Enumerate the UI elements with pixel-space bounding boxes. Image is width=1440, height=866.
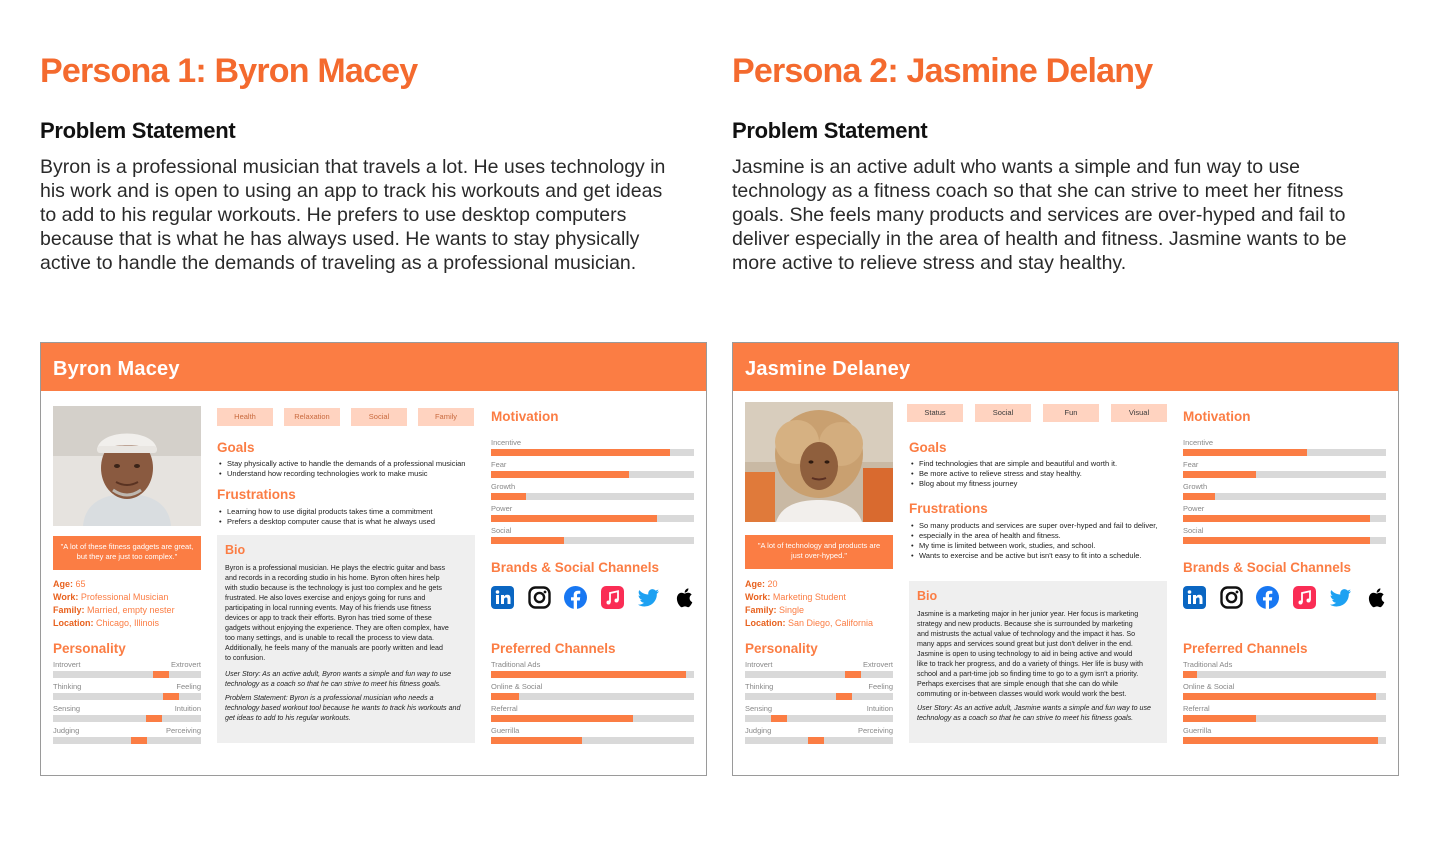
channel-label: Traditional Ads [491,660,541,669]
channel-label: Guerrilla [491,726,520,735]
tag-status: Status [907,404,963,422]
personality-left-label: Judging [53,726,80,735]
channel-fill [491,737,582,744]
personality-marker [153,671,169,678]
facebook-icon [564,586,587,609]
persona-2-title: Persona 2: Jasmine Delany [732,52,1153,90]
personality-left-label: Sensing [745,704,773,713]
channel-fill [491,671,686,678]
apple-icon [674,586,697,609]
bio-text: Byron is a professional musician. He plays the electric guitar and bass and records in a recording studio in his home. Byron often hires help with studio because is the technology is just too complex and he gets frustrated. He also loves exercise and enjoys going for runs and participating in local running events. May of his friends use fitness devices or app to track their efforts. Byron has tried some of these gadgets without enjoying the experience. They are often complex, have too many settings, and is unable to recall the process to view data. Additionally, he feels many of the manuals are poorly written and lead to confusion. [225,564,449,662]
channel-fill [1183,737,1378,744]
motivation-fill [1183,515,1370,522]
tag-social: Social [975,404,1031,422]
apple-music-icon [1293,586,1316,609]
persona-card-byron [40,342,707,776]
instagram-icon [528,586,551,609]
frustration-item: • My time is limited between work, studies, and school. [909,541,1157,551]
personality-right-label: Extrovert [170,660,201,669]
channel-track [1183,693,1386,700]
frustrations-title: Frustrations [909,501,988,516]
demographics: Age: 20 Work: Marketing Student Family: Single Location: San Diego, California [745,579,874,628]
frustration-item: • So many products and services are super over-hyped and fail to deliver, [909,521,1157,531]
user-story: User Story: As an active adult, Jasmine wants a simple and fun way to use technology as a coach so that he can strive to meet his fitness goals. [917,704,1151,722]
frustrations-list [909,521,1157,561]
frustrations-list [217,507,435,527]
persona-1-problem-text: Byron is a professional musician that travels a lot. He uses technology in his work and is open to using an app to track his workouts and get ideas to add to his regular workouts. He prefers to use desktop computers because that is what he has always used. He wants to stay physically active to handle the demands of traveling as a professional musician. [40,156,666,274]
motivation-label: Power [491,504,513,513]
personality-left-label: Introvert [53,660,81,669]
user-story: User Story: As an active adult, Byron wants a simple and fun way to use technology as a coach so that he can strive to meet his fitness goals. [225,670,452,688]
personality-track [53,715,201,722]
persona-1-problem-heading: Problem Statement [40,118,236,143]
twitter-icon [637,586,660,609]
personality-marker [163,693,179,700]
personality-left-label: Sensing [53,704,81,713]
personality-track [745,737,893,744]
personality-track [745,715,893,722]
motivation-fill [491,537,564,544]
motivation-label: Incentive [1183,438,1214,447]
bio-title: Bio [225,543,246,557]
persona-quote: "A lot of technology and products are just over-hyped." [745,535,893,569]
channel-fill [1183,715,1256,722]
frustration-item: • Learning how to use digital products takes time a commitment [217,507,435,517]
motivation-fill [491,493,526,500]
personality-title: Personality [53,641,126,656]
personality-track [745,693,893,700]
bio-panel [217,535,475,743]
persona-2-problem-text: Jasmine is an active adult who wants a simple and fun way to use technology as a fitness coach so that she can strive to meet her fitness goals. She feels many products and services are over-hyped and fail to deliver especially in the area of health and fitness. Jasmine wants to be more active to relieve stress and stay healthy. [732,156,1347,274]
personality-right-label: Perceiving [165,726,201,735]
motivation-label: Power [1183,504,1205,513]
channel-label: Online & Social [1183,682,1235,691]
goals-title: Goals [217,440,255,455]
motivation-fill [1183,449,1307,456]
motivation-label: Fear [1183,460,1199,469]
frustrations-title: Frustrations [217,487,296,502]
bio-title: Bio [917,589,938,603]
personality-title: Personality [745,641,818,656]
personality-right-label: Feeling [176,682,201,691]
facebook-icon [1256,586,1279,609]
bio-text: Jasmine is a marketing major in her junior year. Her focus is marketing strategy and new products. Because she is surrounded by marketing and mistrusts the actual value of technology and the impact it has. So many apps and services sound great but just don't deliver in the end. Jasmine is open to using technology to aid in being active and would like to track her progress, and do a variety of things. Her life is busy with school and a part-time job so finding time to go to a gym isn't a priority. Perhaps exercises that are simple enough that she can do while commuting or in-between classes would work would work the best. [917,610,1143,698]
motivation-track [491,471,694,478]
goals-title: Goals [909,440,947,455]
linkedin-icon [491,586,514,609]
personality-left-label: Introvert [745,660,773,669]
linkedin-icon [1183,586,1206,609]
personality-right-label: Extrovert [862,660,893,669]
personality-left-label: Thinking [745,682,774,691]
motivation-fill [1183,537,1370,544]
personality-track [745,671,893,678]
goals-list [909,459,1117,489]
goal-item: • Be more active to relieve stress and stay healthy. [909,469,1117,479]
motivation-title: Motivation [1183,409,1251,424]
channels-title: Preferred Channels [1183,641,1308,656]
motivation-label: Growth [1183,482,1208,491]
channel-label: Online & Social [491,682,543,691]
twitter-icon [1329,586,1352,609]
personality-marker [146,715,162,722]
motivation-track [1183,515,1386,522]
personality-marker [836,693,852,700]
personality-right-label: Intuition [866,704,893,713]
personality-marker [808,737,824,744]
apple-icon [1366,586,1389,609]
avatar-photo [53,406,201,526]
brands-title: Brands & Social Channels [491,560,660,575]
goal-item: • Blog about my fitness journey [909,479,1117,489]
channel-track [491,715,694,722]
channel-label: Referral [1183,704,1210,713]
tag-family: Family [418,408,474,426]
motivation-label: Incentive [491,438,522,447]
channel-fill [1183,693,1376,700]
channel-track [1183,671,1386,678]
personality-track [53,693,201,700]
personality-marker [845,671,861,678]
tag-visual: Visual [1111,404,1167,422]
goal-item: • Understand how recording technologies work to make music [217,469,465,479]
motivation-track [491,493,694,500]
personality-track [53,671,201,678]
motivation-fill [1183,493,1215,500]
motivation-fill [491,449,670,456]
persona-quote: "A lot of these fitness gadgets are great, but they are just too complex." [53,536,201,570]
bio-panel [909,581,1167,743]
card-name: Jasmine Delaney [733,343,1398,391]
motivation-track [1183,449,1386,456]
channel-label: Traditional Ads [1183,660,1233,669]
tag-fun: Fun [1043,404,1099,422]
personality-right-label: Feeling [868,682,893,691]
frustration-item: • Wants to exercise and be active but isn't easy to fit into a schedule. [909,551,1157,561]
channel-label: Referral [491,704,518,713]
channel-track [491,671,694,678]
personality-right-label: Intuition [174,704,201,713]
motivation-label: Social [1183,526,1204,535]
motivation-fill [491,471,629,478]
motivation-title: Motivation [491,409,559,424]
frustration-item: • especially in the area of health and fitness. [909,531,1157,541]
goal-item: • Stay physically active to handle the demands of a professional musician [217,459,465,469]
channel-track [491,693,694,700]
motivation-fill [491,515,657,522]
personality-right-label: Perceiving [857,726,893,735]
personality-track [53,737,201,744]
instagram-icon [1220,586,1243,609]
demographics: Age: 65 Work: Professional Musician Family: Married, empty nester Location: Chicago, Illinois [53,579,175,628]
motivation-track [491,537,694,544]
tag-health: Health [217,408,273,426]
channel-track [1183,715,1386,722]
motivation-track [1183,471,1386,478]
channel-track [491,737,694,744]
persona-2-problem-heading: Problem Statement [732,118,928,143]
personality-marker [131,737,147,744]
persona-1-title: Persona 1: Byron Macey [40,52,418,90]
personality-left-label: Judging [745,726,772,735]
channel-track [1183,737,1386,744]
motivation-fill [1183,471,1256,478]
apple-music-icon [601,586,624,609]
motivation-track [491,449,694,456]
personality-marker [771,715,787,722]
channel-label: Guerrilla [1183,726,1212,735]
channel-fill [491,693,519,700]
personality-left-label: Thinking [53,682,82,691]
goal-item: • Find technologies that are simple and beautiful and worth it. [909,459,1117,469]
bio-problem-statement: Problem Statement: Byron is a professional musician who needs a technology based workout tool because he wants to track his workouts and get ideas to add to his regular workouts. [225,694,461,722]
tag-social: Social [351,408,407,426]
persona-card-jasmine [732,342,1399,776]
tag-relaxation: Relaxation [284,408,340,426]
goals-list [217,459,465,479]
brands-title: Brands & Social Channels [1183,560,1352,575]
motivation-track [491,515,694,522]
motivation-label: Growth [491,482,516,491]
channel-fill [491,715,633,722]
avatar-photo [745,402,893,522]
card-name: Byron Macey [41,343,706,391]
motivation-track [1183,493,1386,500]
motivation-label: Fear [491,460,507,469]
channel-fill [1183,671,1197,678]
motivation-label: Social [491,526,512,535]
frustration-item: • Prefers a desktop computer cause that is what he always used [217,517,435,527]
motivation-track [1183,537,1386,544]
channels-title: Preferred Channels [491,641,616,656]
